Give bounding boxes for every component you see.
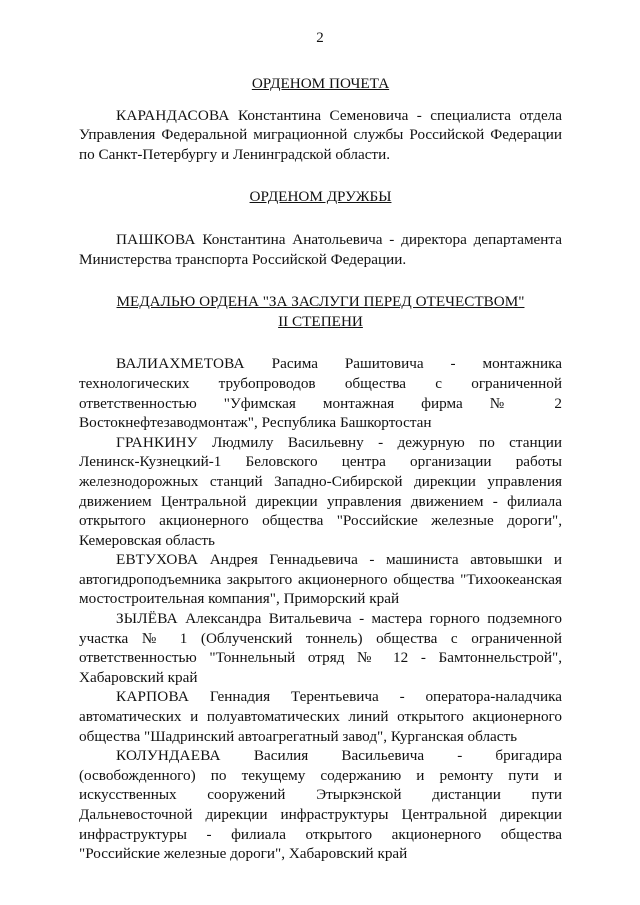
award-entry [79,550,562,609]
awardee-details: Андрея Геннадьевича - машиниста автовышки и автогидроподъемника закрытого акционерного общества "Тихоокеанская мостостроительная компания", Приморский край [79,551,563,608]
awardee-details: Расима Рашитовича - монтажника технологических трубопроводов общества с ограниченной ответственностью "Уфимская монтажная фирма № 2 Востокнефтезаводмонтаж", Республика Башкортостан [79,355,562,432]
award-entry [79,106,562,165]
awardee-details: Василия Васильевича - бригадира (освобожденного) по текущему содержанию и ремонту пути и искусственных сооружений Этыркэнской дистанции пути Дальневосточной дирекции инфраструктуры Центральной дирекции инфраструктуры - филиала открытого акционерного общества "Российские железные дороги", Хабаровский край [79,747,562,863]
section-heading-order-of-honor: ОРДЕНОМ ПОЧЕТА [251,75,390,92]
section-heading-medal-order-merit: МЕДАЛЬЮ ОРДЕНА "ЗА ЗАСЛУГИ ПЕРЕД ОТЕЧЕСТВОМ" [116,293,525,311]
award-entry [79,687,562,746]
section-subheading-degree: II СТЕПЕНИ [278,312,363,330]
page-number: 2 [316,30,324,46]
document-body [79,74,562,864]
award-entry [79,746,562,864]
award-entry [79,230,562,269]
awardee-surname: КОЛУНДАЕВА [116,747,221,765]
awardee-surname: КАРПОВА [116,688,190,706]
awardee-surname: ЕВТУХОВА [116,551,199,569]
awardee-details: Константина Анатольевича - директора департамента Министерства транспорта Российской Федерации. [79,230,562,268]
awardee-details: Александра Витальевича - мастера горного подземного участка № 1 (Облученский тоннель) общества с ограниченной ответственностью "Тоннельный отряд № 12 - Бамтоннельстрой", Хабаровский край [79,610,563,686]
awardee-details: Людмилу Васильевну - дежурную по станции Ленинск-Кузнецкий-1 Беловского центра организации работы железнодорожных станций Западно-Сибирской дирекции управления движением Центральной дирекции управления движением - филиала открытого акционерного общества "Российские железные дороги", Кемеровская область [79,433,562,549]
awardee-surname: ВАЛИАХМЕТОВА [116,355,245,373]
award-entry [79,609,562,687]
awardee-details: Геннадия Терентьевича - оператора-наладчика автоматических и полуавтоматических линий открытого акционерного общества "Шадринский автоагрегатный завод", Курганская область [79,688,562,745]
awardee-surname: ЗЫЛЁВА [116,610,178,628]
awardee-surname: КАРАНДАСОВА [116,106,230,124]
section-heading-order-of-friendship: ОРДЕНОМ ДРУЖБЫ [249,188,392,206]
awardee-details: Константина Семеновича - специалиста отдела Управления Федеральной миграционной службы Российской Федерации по Санкт-Петербургу и Ленинградской области. [79,106,563,163]
award-entry [79,433,562,551]
awardee-surname: ПАШКОВА [116,230,196,248]
award-entry [79,354,562,432]
awardee-surname: ГРАНКИНУ [116,433,198,451]
